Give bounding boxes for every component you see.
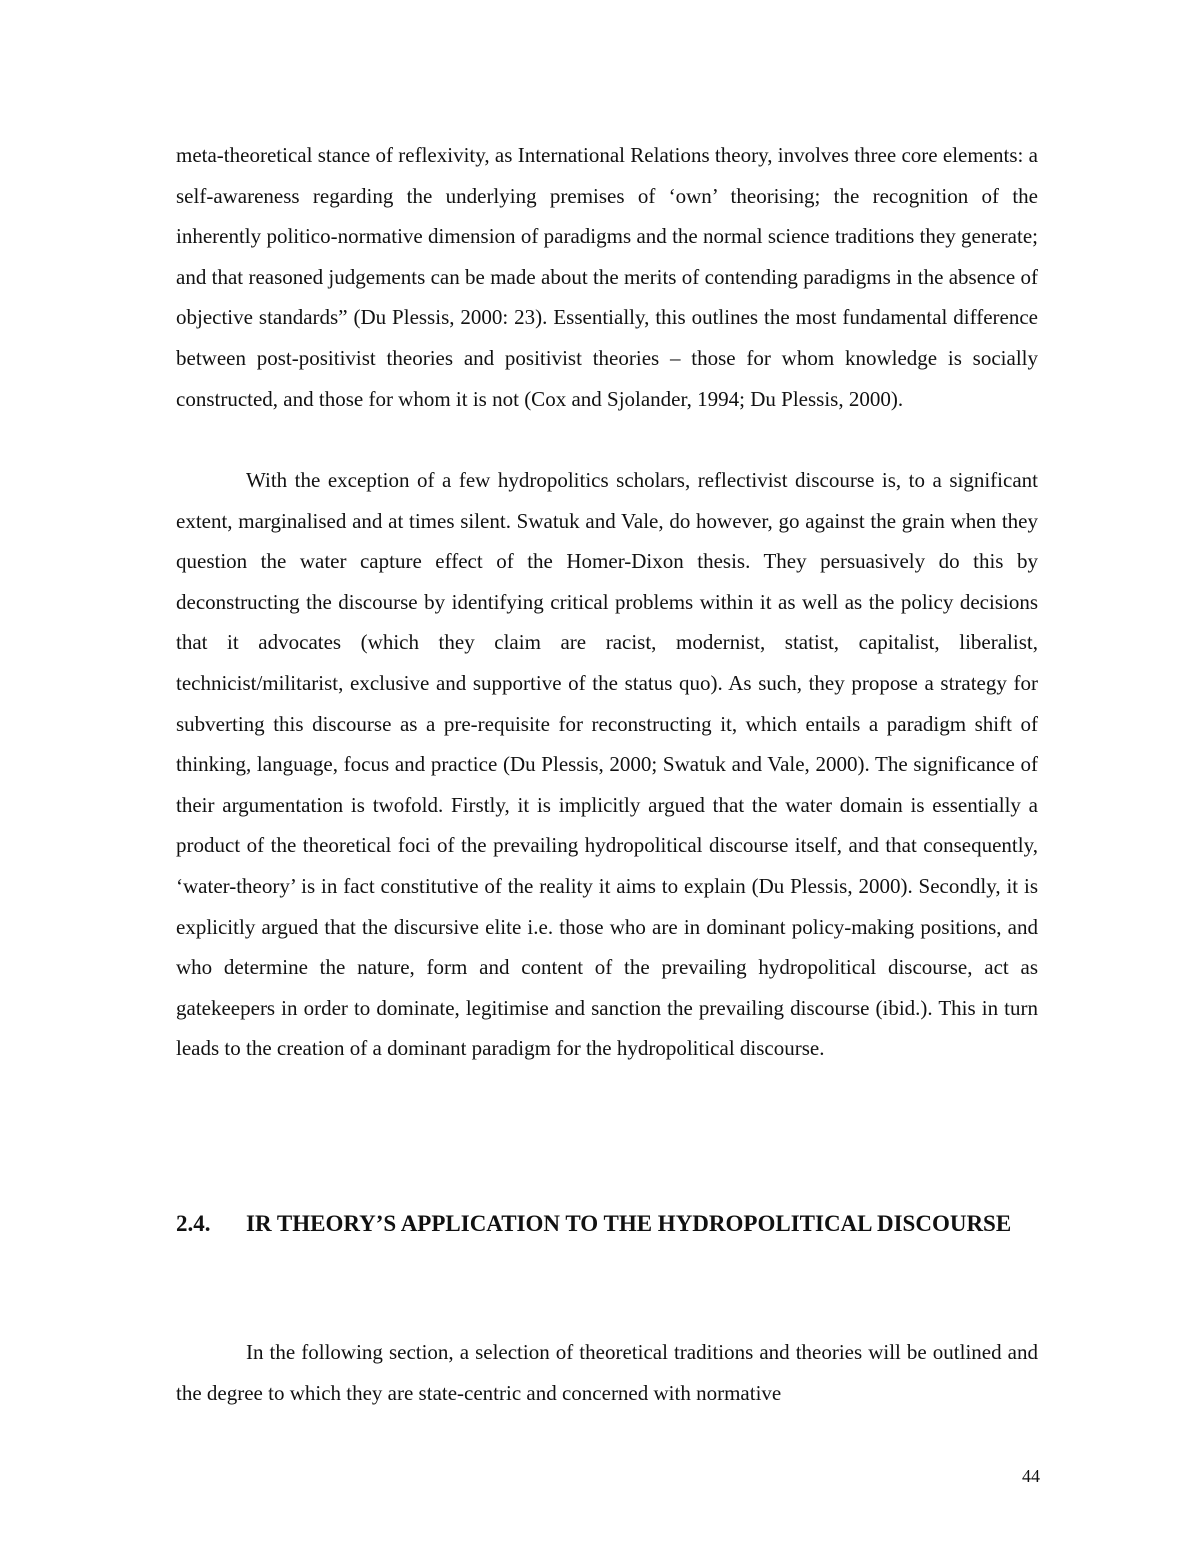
- body-paragraph-reflectivist-discourse: With the exception of a few hydropolitics scholars, reflectivist discourse is, to a significant extent, marginalised and at times silent. Swatuk and Vale, do however, go against the grain when they question the water capture effect of the Homer-Dixon thesis. They persuasively do this by deconstructing the discourse by identifying critical problems within it as well as the policy decisions that it advocates (which they claim are racist, modernist, statist, capitalist, liberalist, technicist/militarist, exclusive and supportive of the status quo). As such, they propose a strategy for subverting this discourse as a pre-requisite for reconstructing it, which entails a paradigm shift of thinking, language, focus and practice (Du Plessis, 2000; Swatuk and Vale, 2000). The significance of their argumentation is twofold. Firstly, it is implicitly argued that the water domain is essentially a product of the theoretical foci of the prevailing hydropolitical discourse itself, and that consequently, ‘water-theory’ is in fact constitutive of the reality it aims to explain (Du Plessis, 2000). Secondly, it is explicitly argued that the discursive elite i.e. those who are in dominant policy-making positions, and who determine the nature, form and content of the prevailing hydropolitical discourse, act as gatekeepers in order to dominate, legitimise and sanction the prevailing discourse (ibid.). This in turn leads to the creation of a dominant paradigm for the hydropolitical discourse.: [176, 468, 1038, 1061]
- section-title: IR THEORY’S APPLICATION TO THE HYDROPOLITICAL DISCOURSE: [246, 1211, 1012, 1236]
- section-heading: [176, 1200, 1038, 1247]
- page-number: 44: [1022, 1466, 1040, 1486]
- body-paragraph-reflexivity: meta-theoretical stance of reflexivity, as International Relations theory, involves three core elements: a self-awareness regarding the underlying premises of ‘own’ theorising; the recognition of the inherently politico-normative dimension of paradigms and the normal science traditions they generate; and that reasoned judgements can be made about the merits of contending paradigms in the absence of objective standards” (Du Plessis, 2000: 23). Essentially, this outlines the most fundamental difference between post-positivist theories and positivist theories – those for whom knowledge is socially constructed, and those for whom it is not (Cox and Sjolander, 1994; Du Plessis, 2000).: [176, 143, 1038, 411]
- section-number: 2.4.: [176, 1211, 211, 1236]
- body-paragraph-following-section: In the following section, a selection of theoretical traditions and theories will be outlined and the degree to which they are state-centric and concerned with normative: [176, 1340, 1038, 1405]
